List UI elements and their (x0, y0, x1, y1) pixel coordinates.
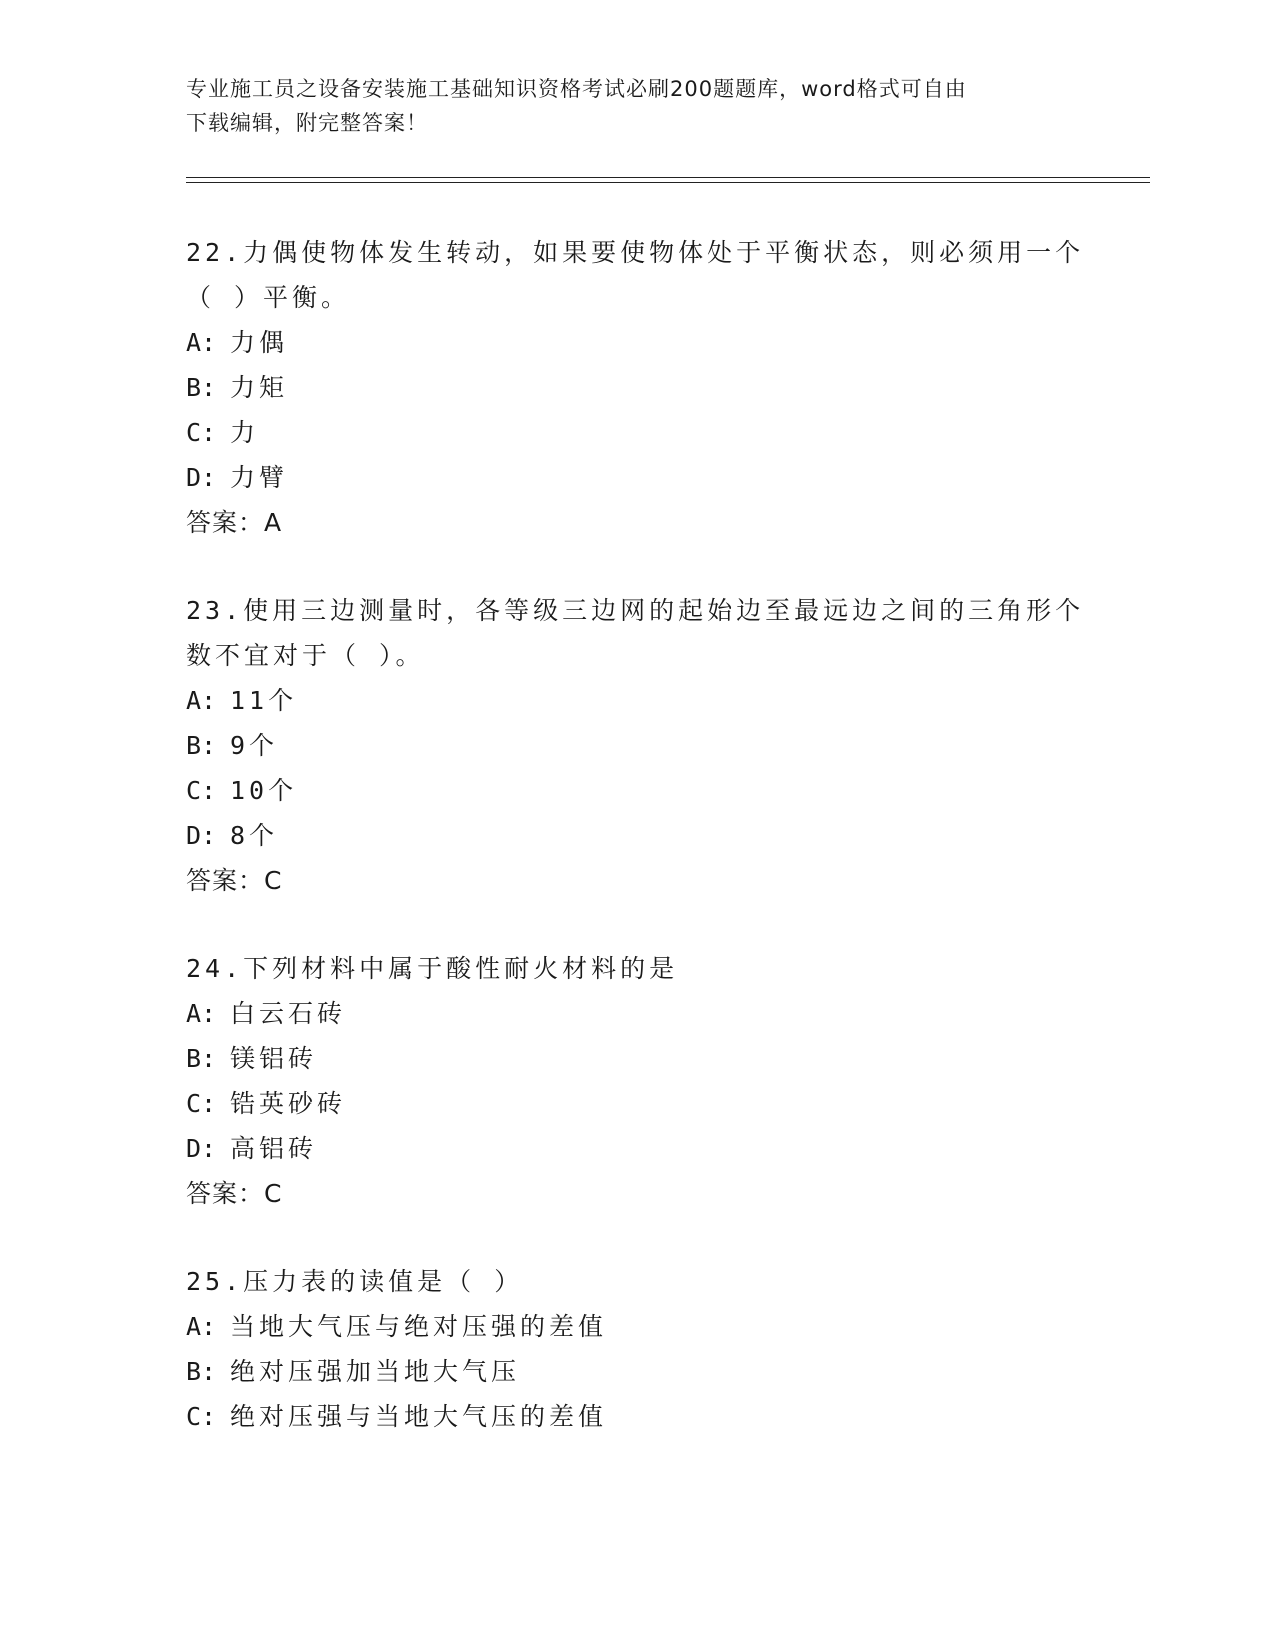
option-d (186, 455, 1086, 500)
question-list (186, 230, 1086, 1482)
option-text: 镁铝砖 (230, 1044, 318, 1073)
option-text: 力臂 (230, 463, 289, 492)
question-title-line: 数不宜对于（ ）。 (186, 641, 425, 670)
option-key: C: (186, 1402, 217, 1431)
option-key: C: (186, 776, 217, 805)
option-text: 11个 (230, 686, 298, 715)
option-text: 高铝砖 (230, 1134, 318, 1163)
option-text: 力矩 (230, 373, 289, 402)
answer-line: 答案：C (186, 1179, 283, 1208)
option-b (186, 723, 1086, 768)
header-divider-bottom (186, 182, 1150, 183)
option-text: 力偶 (230, 328, 289, 357)
option-key: A: (186, 999, 217, 1028)
option-text: 绝对压强加当地大气压 (230, 1357, 521, 1386)
option-b (186, 1349, 1086, 1394)
question-23 (186, 588, 1086, 903)
option-text: 8个 (230, 821, 279, 850)
option-text: 绝对压强与当地大气压的差值 (230, 1402, 608, 1431)
option-b (186, 365, 1086, 410)
option-text: 力 (230, 418, 260, 447)
option-d (186, 1126, 1086, 1171)
option-c (186, 1394, 1086, 1439)
option-key: B: (186, 1357, 217, 1386)
option-key: C: (186, 1089, 217, 1118)
question-title-line: 22.力偶使物体发生转动，如果要使物体处于平衡状态，则必须用一个 (186, 238, 1085, 267)
option-key: B: (186, 1044, 217, 1073)
option-text: 白云石砖 (230, 999, 347, 1028)
option-c (186, 1081, 1086, 1126)
option-key: A: (186, 686, 217, 715)
question-title-line: 25.压力表的读值是（ ） (186, 1267, 524, 1296)
question-title-line: （ ）平衡。 (186, 283, 351, 312)
option-a (186, 678, 1086, 723)
option-d (186, 813, 1086, 858)
header-divider-top (186, 177, 1150, 178)
option-key: B: (186, 373, 217, 402)
option-key: D: (186, 463, 217, 492)
option-c (186, 410, 1086, 455)
question-title-line: 24.下列材料中属于酸性耐火材料的是 (186, 954, 679, 983)
option-key: D: (186, 1134, 217, 1163)
answer-line: 答案：A (186, 508, 283, 537)
option-a (186, 1304, 1086, 1349)
question-25 (186, 1259, 1086, 1439)
answer-line: 答案：C (186, 866, 283, 895)
question-22 (186, 230, 1086, 545)
document-header (186, 72, 1066, 140)
option-key: C: (186, 418, 217, 447)
option-key: A: (186, 1312, 217, 1341)
question-24 (186, 946, 1086, 1216)
option-text: 锆英砂砖 (230, 1089, 347, 1118)
header-line-1: 专业施工员之设备安装施工基础知识资格考试必刷200题题库，word格式可自由 (186, 77, 967, 101)
option-a (186, 991, 1086, 1036)
option-text: 当地大气压与绝对压强的差值 (230, 1312, 608, 1341)
option-text: 10个 (230, 776, 298, 805)
option-key: B: (186, 731, 217, 760)
option-b (186, 1036, 1086, 1081)
option-c (186, 768, 1086, 813)
option-text: 9个 (230, 731, 279, 760)
header-line-2: 下载编辑，附完整答案！ (186, 111, 428, 135)
question-title-line: 23.使用三边测量时，各等级三边网的起始边至最远边之间的三角形个 (186, 596, 1085, 625)
option-a (186, 320, 1086, 365)
option-key: A: (186, 328, 217, 357)
option-key: D: (186, 821, 217, 850)
